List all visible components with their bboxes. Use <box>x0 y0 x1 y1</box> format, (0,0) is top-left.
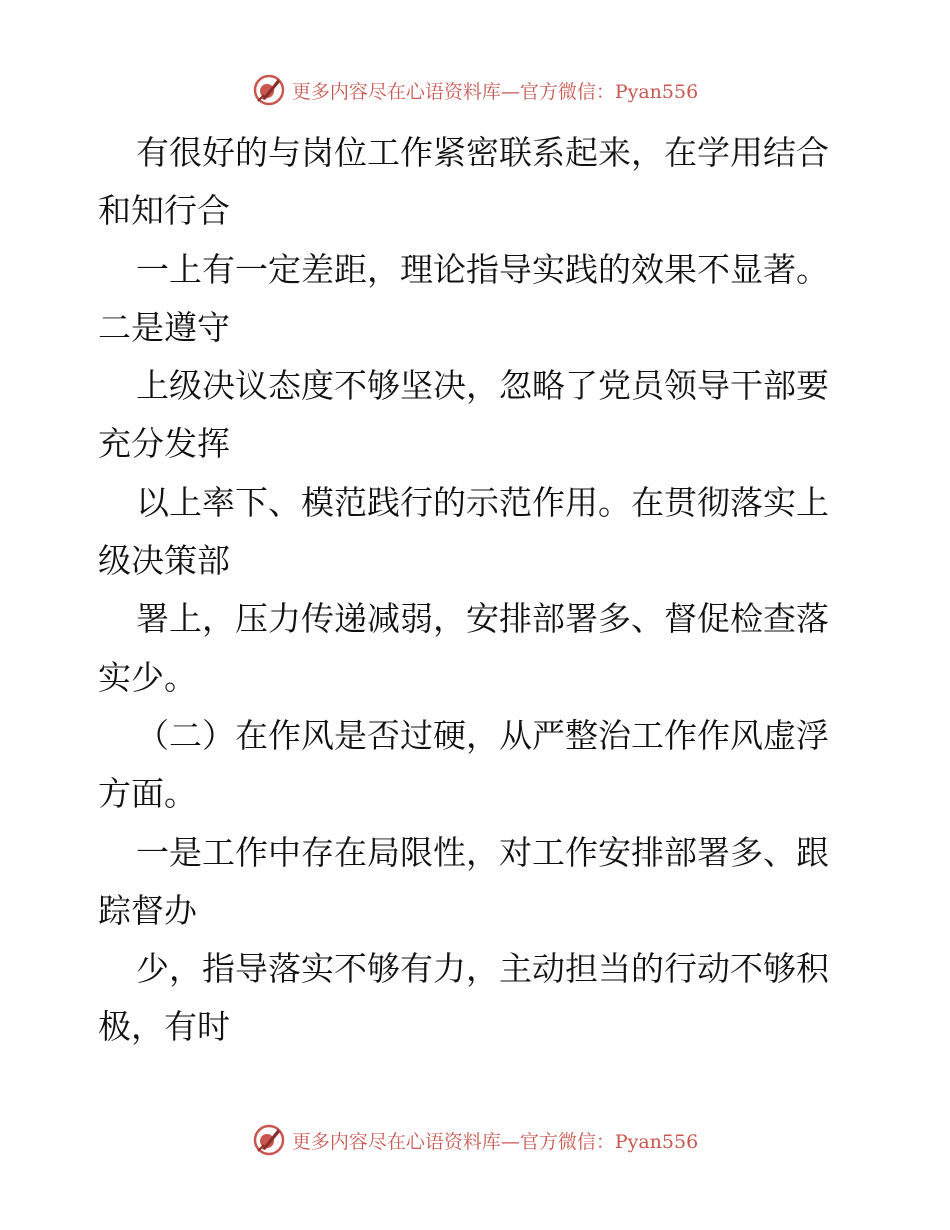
paragraph-line: 以上率下、模范践行的示范作用。在贯彻落实上 <box>136 482 829 522</box>
paragraph-line: 署上，压力传递减弱，安排部署多、督促检查落 <box>136 599 829 639</box>
paragraph-line: 充分发挥 <box>98 424 230 464</box>
paragraph <box>98 707 858 824</box>
paragraph-line: 上级决议态度不够坚决，忽略了党员领导干部要 <box>136 366 829 406</box>
paragraph-line: 极，有时 <box>98 1007 230 1047</box>
paragraph <box>98 241 858 358</box>
paragraph <box>98 940 858 1057</box>
paragraph <box>98 474 858 591</box>
paragraph-line: 一上有一定差距，理论指导实践的效果不显著。 <box>136 249 829 289</box>
document-body <box>98 124 858 1057</box>
footer-watermark-banner <box>0 1120 950 1160</box>
paragraph-line: 和知行合 <box>98 191 230 231</box>
header-watermark-banner <box>0 70 950 110</box>
paragraph <box>98 357 858 474</box>
quill-logo-icon <box>252 73 286 107</box>
paragraph-line: 二是遵守 <box>98 307 230 347</box>
paragraph <box>98 824 858 941</box>
footer-watermark-text: 更多内容尽在心语资料库—官方微信：Pyan556 <box>291 1130 699 1153</box>
paragraph-line: 少，指导落实不够有力，主动担当的行动不够积 <box>136 949 829 989</box>
paragraph-line: 方面。 <box>98 774 197 814</box>
paragraph-line: 级决策部 <box>98 541 230 581</box>
paragraph-line: 一是工作中存在局限性，对工作安排部署多、跟 <box>136 832 829 872</box>
paragraph <box>98 124 858 241</box>
quill-logo-icon <box>252 1123 286 1157</box>
paragraph <box>98 590 858 707</box>
paragraph-line: 踪督办 <box>98 890 197 930</box>
header-watermark-text: 更多内容尽在心语资料库—官方微信：Pyan556 <box>291 80 699 103</box>
paragraph-line: （二）在作风是否过硬，从严整治工作作风虚浮 <box>136 715 829 755</box>
paragraph-line: 有很好的与岗位工作紧密联系起来，在学用结合 <box>136 133 829 172</box>
paragraph-line: 实少。 <box>98 657 197 697</box>
